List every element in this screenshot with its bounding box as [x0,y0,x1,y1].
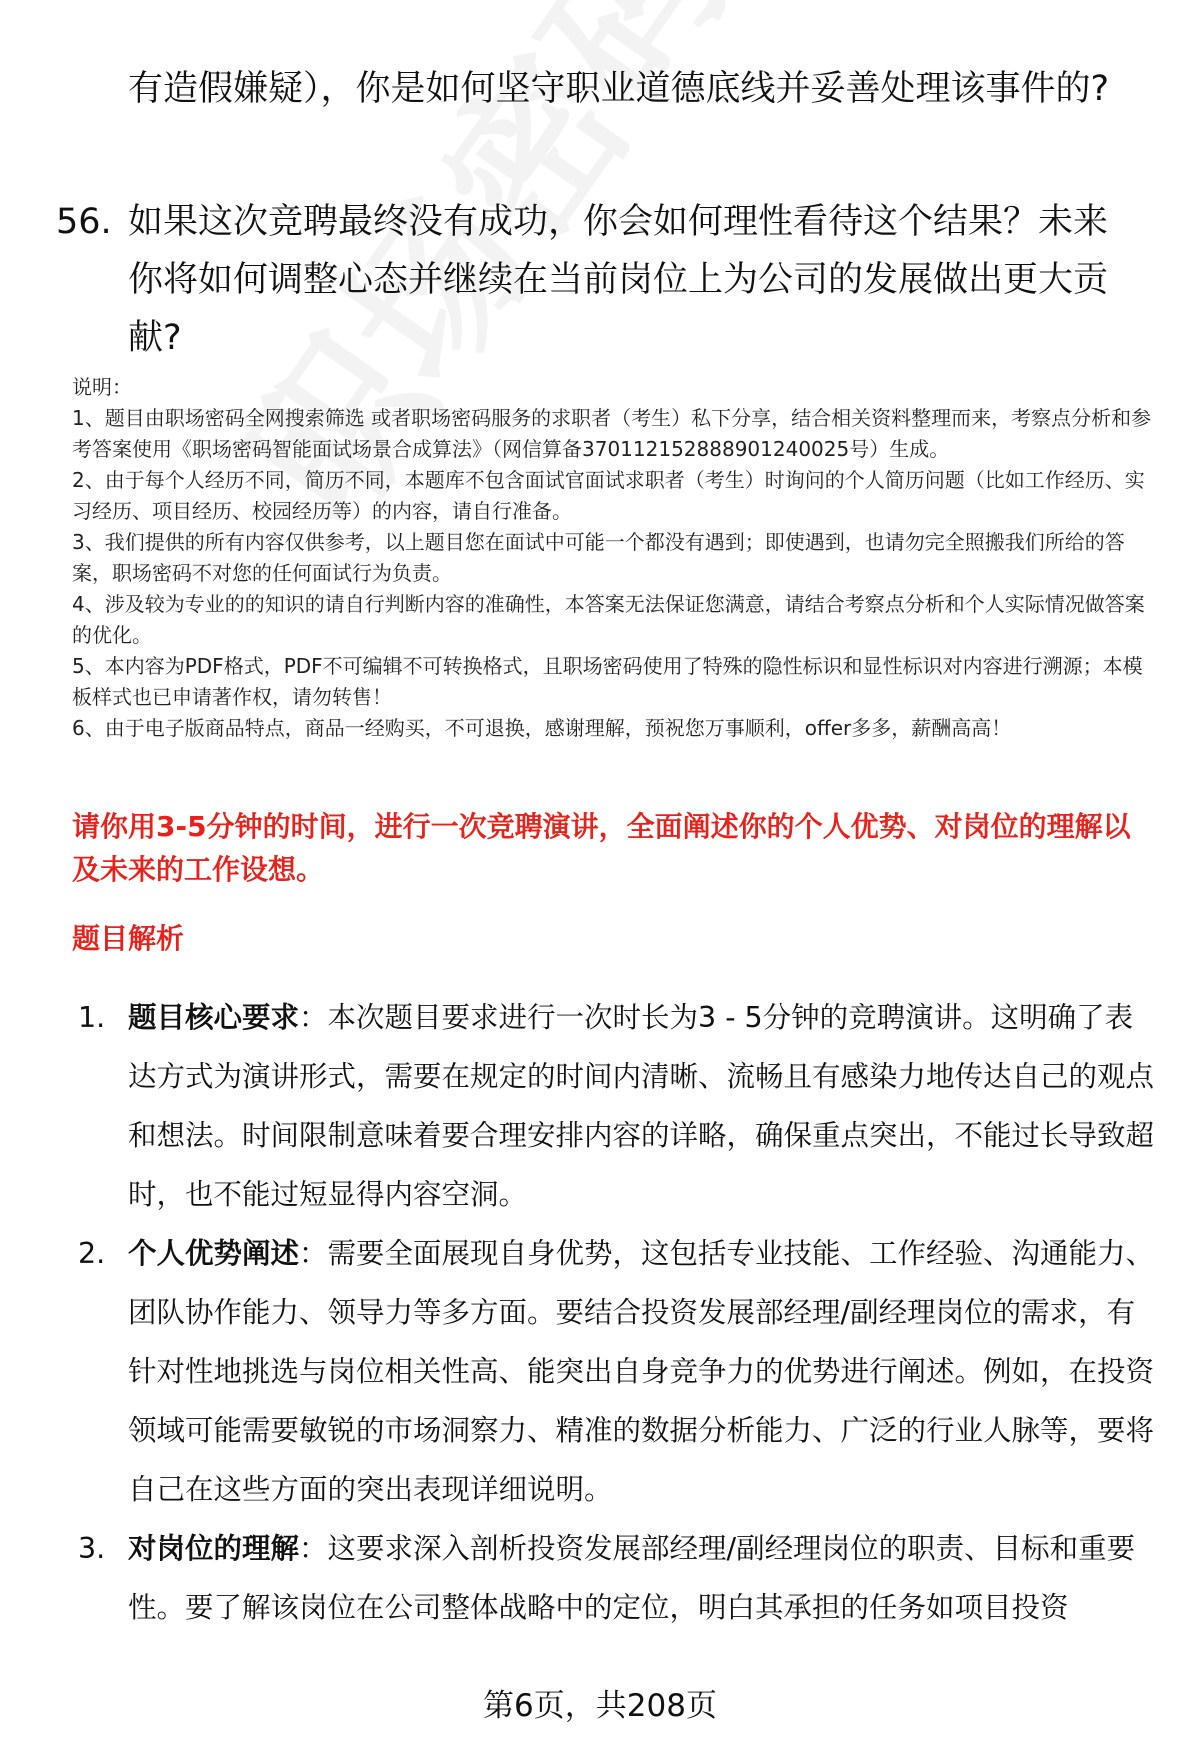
notes-heading: 说明： [72,375,132,399]
item-lead: 个人优势阐述 [128,1237,300,1270]
item-lead: 对岗位的理解 [128,1532,300,1565]
note-item: 5、本内容为PDF格式，PDF不可编辑不可转换格式，且职场密码使用了特殊的隐性标识和显性标识对内容进行溯源；本模板样式也已申请著作权，请勿转售！ [72,654,1143,709]
note-item: 2、由于每个人经历不同，简历不同，本题库不包含面试官面试求职者（考生）时询问的个人简历问题（比如工作经历、实习经历、项目经历、校园经历等）的内容，请自行准备。 [72,468,1145,523]
page-footer: 第6页，共208页 [483,1688,717,1724]
question-number: 56. [56,202,112,242]
note-item: 6、由于电子版商品特点，商品一经购买，不可退换，感谢理解，预祝您万事顺利，offer多多，薪酬高高！ [72,716,1012,740]
analysis-item [78,1224,1168,1519]
question-text: 如果这次竞聘最终没有成功，你会如何理性看待这个结果？未来你将如何调整心态并继续在当前岗位上为公司的发展做出更大贡献? [128,202,1109,358]
item-number: 1. [78,1001,106,1034]
question-continuation: 有造假嫌疑），你是如何坚守职业道德底线并妥善处理该事件的? [128,69,1110,109]
analysis-item [78,988,1168,1224]
item-lead: 题目核心要求 [128,1001,300,1034]
item-number: 2. [78,1237,106,1270]
item-body [128,1519,1158,1637]
section-title: 题目解析 [72,922,185,955]
analysis-list [78,988,1168,1637]
note-item: 3、我们提供的所有内容仅供参考，以上题目您在面试中可能一个都没有遇到；即使遇到，也请勿完全照搬我们所给的答案，职场密码不对您的任何面试行为负责。 [72,530,1125,585]
notes-block [72,372,1162,744]
question-56 [56,193,1146,367]
item-body [128,1224,1158,1519]
analysis-item [78,1519,1168,1637]
note-item: 1、题目由职场密码全网搜索筛选 或者职场密码服务的求职者（考生）私下分享，结合相关资料整理而来，考察点分析和参考答案使用《职场密码智能面试场景合成算法》（网信算备370112152888901240025号）生成。 [72,406,1152,461]
note-item: 4、涉及较为专业的的知识的请自行判断内容的准确性，本答案无法保证您满意，请结合考察点分析和个人实际情况做答案的优化。 [72,592,1145,647]
item-number: 3. [78,1532,106,1565]
item-text: ：需要全面展现自身优势，这包括专业技能、工作经验、沟通能力、团队协作能力、领导力等多方面。要结合投资发展部经理/副经理岗位的需求，有针对性地挑选与岗位相关性高、能突出自身竞争力的优势进行阐述。例如，在投资领域可能需要敏锐的市场洞察力、精准的数据分析能力、广泛的行业人脉等，要将自己在这些方面的突出表现详细说明。 [128,1237,1155,1506]
speech-prompt: 请你用3-5分钟的时间，进行一次竞聘演讲，全面阐述你的个人优势、对岗位的理解以及未来的工作设想。 [72,810,1131,886]
item-text: ：本次题目要求进行一次时长为3 - 5分钟的竞聘演讲。这明确了表达方式为演讲形式，需要在规定的时间内清晰、流畅且有感染力地传达自己的观点和想法。时间限制意味着要合理安排内容的详略，确保重点突出，不能过长导致超时，也不能过短显得内容空洞。 [128,1001,1155,1211]
item-body [128,988,1158,1224]
item-text: ：这要求深入剖析投资发展部经理/副经理岗位的职责、目标和重要性。要了解该岗位在公司整体战略中的定位，明白其承担的任务如项目投资 [128,1532,1136,1624]
